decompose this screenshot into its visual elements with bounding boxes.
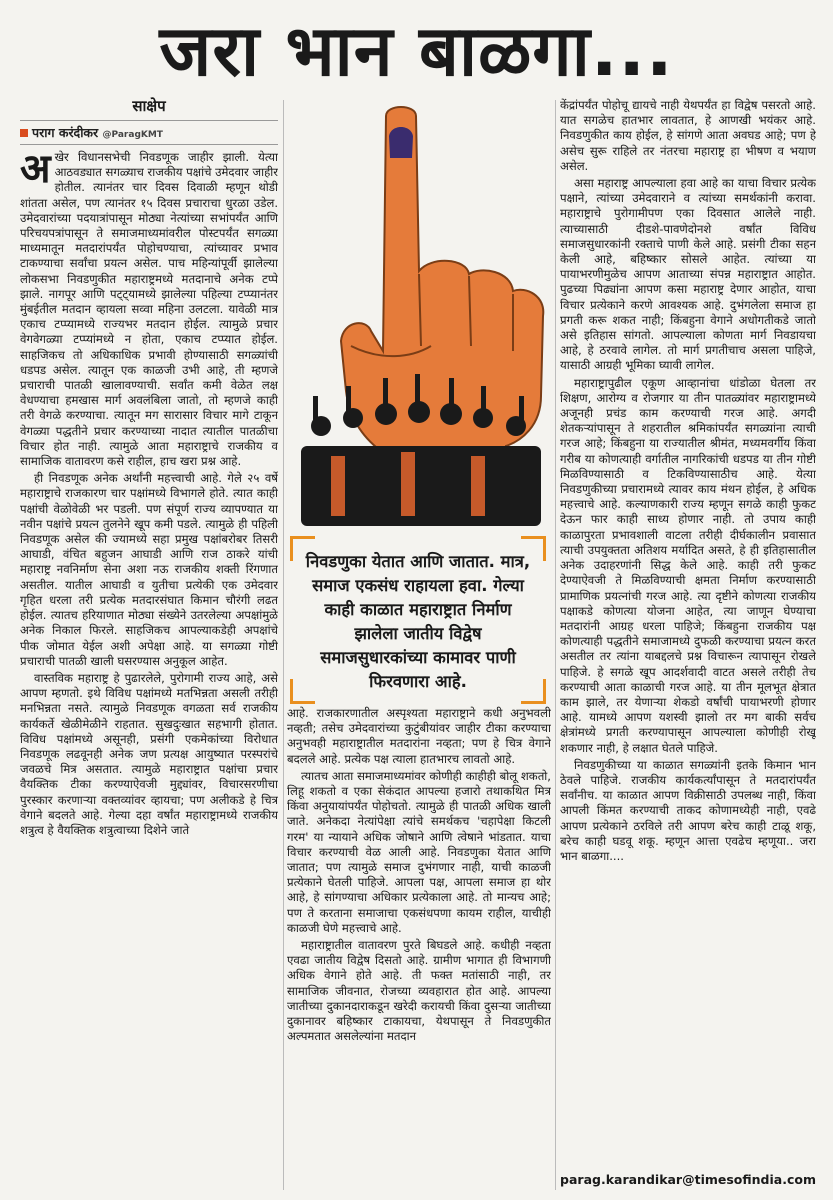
paragraph: महाराष्ट्रापुढील एकूण आव्हानांचा धांडोळा घेतला तर शिक्षण, आरोग्य व रोजगार या तीन पातळ्यांवर महाराष्ट्रामध्ये अजूनही प्रचंड काम करण्याची गरज आहे. अगदी शेतकऱ्यांपासून ते शहरातील श्रमिकांपर्यंत सगळ्यांना त्याची गरज आहे; किंबहुना या राज्यातील श्रीमंत, मध्यमवर्गीय किंवा गरीब या कोणत्याही वर्गातील नागरिकांची धडपड या तीन गोष्टी मिळविण्यासाठी व टिकविण्यासाठीच आहे. येत्या निवडणुकीच्या प्रचारामध्ये त्यावर काय मंथन होईल, हे अधिक महत्त्वाचे आहे. कल्याणकारी राज्य म्हणून सगळे काही फुकट देऊन फार काही साध्य होणार नाही. तो उपाय काही काळापुरता प्रभावशाली वाटला तरीही दीर्घकालीन प्रवासात त्याची उपयुक्तता अतिशय मर्यादित असते, हे ही इतिहासातील अनेक उदाहरणांनी सिद्ध केले आहे. काही तरी फुकट देण्याऐवजी ते मिळविण्याची क्षमता निर्माण करण्यासाठी प्रामाणिक प्रयत्नांची गरज आहे. त्या दृष्टीने कोणत्या राजकीय पक्षाकडे कोणत्या योजना आहेत, त्या जाणून घेण्याचा मतदारांनी आग्रह धरला पाहिजे; किंबहुना राजकीय पक्ष कोणत्याही पद्धतीने समाजामध्ये दुफळी करण्याचा प्रयत्न करत असतील तर त्यांना याबद्दलचे प्रश्न विचारून त्यापासून रोखले पाहिजे. हे सगळे खूप आदर्शवादी वाटत असले तरीही तेच करण्याची आता काळाची गरज आहे. या तीन मूलभूत क्षेत्रात काम झाले, तर येणाऱ्या शेकडो वर्षांची पायाभरणी होणार आहे. यामध्ये आपण यशस्वी झालो तर मग बाकी सर्वच क्षेत्रांमध्ये प्रगती करण्यापासून आपल्याला कोणीही रोखू शकणार नाही, हे लक्षात घेतले पाहिजे.	[560, 375, 816, 755]
headline: जरा भान बाळगा...	[159, 10, 674, 92]
byline	[20, 120, 278, 145]
paragraph: महाराष्ट्रातील वातावरण पुरते बिघडले आहे. कधीही नव्हता एवढा जातीय विद्वेष दिसतो आहे. ग्रामीण भागात ही विभागणी अधिक वेगाने होते आहे. ती फक्त मतांसाठी नाही, तर सामाजिक जीवनात, रोजच्या व्यवहारात होत आहे. आपल्या जातीच्या दुकानदाराकडून खरेदी करायची किंवा दुसऱ्या जातीच्या दुकानावर बहिष्कार टाकायचा, येथपासून ते निवडणुकीत अल्पमतात असलेल्यांना मतदान	[287, 938, 551, 1044]
column-divider	[555, 100, 556, 1190]
drop-cap: अ	[20, 150, 51, 192]
paragraph: ही निवडणूक अनेक अर्थांनी महत्त्वाची आहे. गेले २५ वर्षे महाराष्ट्राचे राजकारण चार पक्षांमध्ये विभागले होते. त्यात काही पक्षांची वेळोवेळी भर पडली. पण संपूर्ण राज्य व्यापण्यात या नवीन पक्षांचे प्रयत्न तुलनेने खूप कमी पडले. त्यामुळे ही पहिली निवडणूक असेल की ज्यामध्ये सहा प्रमुख पक्षांबरोबर तिसरी आघाडी, वंचित बहुजन आघाडी आणि राज ठाकरे यांची महाराष्ट्र नवनिर्माण सेना अशा नऊ राजकीय शक्ती रिंगणात असतील. यातील आघाडी व युतीचा प्रत्येकी एक उमेदवार गृहित धरला तरी प्रत्येक मतदारसंघात किमान चौरंगी लढत होईल. त्यातच हरियाणात मोठ्या संख्येने उतरलेल्या अपक्षांमुळे अनेक निकाल फिरले. साहजिकच आपल्याकडेही अपक्षांचे पीक जोमात येईल अशी अपेक्षा आहे. या सगळ्या गोष्टी प्रचाराची पातळी खाली घसरण्यास अनुकूल आहेत.	[20, 471, 278, 668]
pull-quote-box	[290, 536, 546, 704]
bracket-corner	[521, 536, 546, 561]
voting-finger-illustration	[291, 96, 551, 528]
article-column-3	[560, 98, 816, 1158]
author-name: पराग करंदीकर	[32, 125, 99, 140]
bracket-corner	[521, 679, 546, 704]
paragraph: वास्तविक महाराष्ट्र हे पुढारलेले, पुरोगामी राज्य आहे, असे आपण म्हणतो. इथे विविध पक्षांमध्ये मतभिन्नता असली तरीही मनभिन्नता नसते. त्यामुळे निवडणूक वगळता सर्व राजकीय कार्यकर्ते खेळीमेळीने राहतात. सुखदुःखात सहभागी होतात. विविध पक्षांमध्ये असूनही, प्रसंगी एकमेकांच्या विरोधात निवडणूक लढवूनही अनेक जण प्रत्यक्ष आयुष्यात परस्परांचे जवळचे मित्र असतात. त्यामुळे महाराष्ट्रात पक्षांचा प्रचार वैयक्तिक टीका करण्याऐवजी मुद्द्यांवर, विचारसरणीचा पुरस्कार करणाऱ्या वक्तव्यांवर व्हायचा; पण अलीकडे हे चित्र वेगाने बदलते आहे. गेल्या दहा वर्षांत महाराष्ट्रामध्ये राजकीय शत्रुत्व हे वैयक्तिक शत्रुत्वाच्या दिशेने जाते	[20, 670, 278, 837]
paragraph: केंद्रांपर्यंत पोहोचू द्यायचे नाही येथपर्यंत हा विद्वेष पसरतो आहे. यात सगळेच हातभार लावतात, हे आणखी भयंकर आहे. निवडणुकीत काय होईल, हे सांगणे आता अवघड आहे; पण हे असेच सुरू राहिले तर नंतरचा महाराष्ट्र हा भीषण व भयाण असेल.	[560, 98, 816, 173]
paragraph: निवडणुकीच्या या काळात सगळ्यांनी इतके किमान भान ठेवले पाहिजे. राजकीय कार्यकर्त्यांपासून ते मतदारांपर्यंत सर्वांनीच. या काळात आपण विक्रीसाठी उपलब्ध नाही, किंवा आपली किंमत करण्याची ताकद कोणामध्येही नाही, एवढे आपण प्रत्येकाने ठरविले तरी आपण बरेच काही टाळू शकू, बरेच काही घडवू शकू. म्हणून आत्ता एवढेच म्हणूया.. जरा भान बाळगा....	[560, 757, 816, 863]
author-email[interactable]: parag.karandikar@timesofindia.com	[560, 1172, 816, 1187]
paragraph: आहे. राजकारणातील अस्पृश्यता महाराष्ट्राने कधी अनुभवली नव्हती; तसेच उमेदवारांच्या कुटुंबीयांवर जाहीर टीका करण्याचा अनुभवही महाराष्ट्रातील मतदारांना नव्हता; पण हे चित्र वेगाने बदलले आहे. प्रत्येक पक्ष त्याला हातभारच लावतो आहे.	[287, 706, 551, 766]
author-handle: @ParagKMT	[102, 130, 163, 140]
paragraph: असा महाराष्ट्र आपल्याला हवा आहे का याचा विचार प्रत्येक पक्षाने, त्यांच्या उमेदवाराने व त्यांच्या समर्थकांनी करावा. महाराष्ट्राचे पुरोगामीपण एका दिवसात आलेले नाही. त्याच्यासाठी दीडशे-पावणेदोनशे वर्षांत विविध समाजसुधारकांनी रक्ताचे पाणी केले आहे. प्रसंगी टीका सहन केली आहे, बहिष्कार सोसले आहेत. त्यांच्या या पायाभरणीमुळेच आपण आताच्या संपन्न महाराष्ट्रात आहोत. पुढच्या पिढ्यांना आपण कसा महाराष्ट्र देणार आहोत, याचा विचार प्रत्येकाने करणे आवश्यक आहे. दुभंगलेला समाज हा प्रगती करू शकत नाही; किंबहुना वेगाने अधोगतीकडे जातो असे इतिहास सांगतो. आपल्याला कोणता मार्ग निवडायचा आहे, हे ठरवावे लागेल. तो मार्ग प्रगतीचाच असला पाहिजे, यासाठी आग्रही भूमिका घ्यावी लागेल.	[560, 176, 816, 373]
bracket-corner	[290, 679, 315, 704]
column-divider	[283, 100, 284, 1190]
paragraph: त्यातच आता समाजमाध्यमांवर कोणीही काहीही बोलू शकतो, लिहू शकतो व एका सेकंदात आपल्या हजारो तथाकथित मित्र किंवा अनुयायांपर्यंत पोहोचतो. त्यामुळे ही पातळी अधिक खाली जाते. अनेकदा नेत्यांपेक्षा त्यांचे समर्थकच 'चहापेक्षा किटली गरम' या न्यायाने अधिक जोषाने आणि त्वेषाने भांडतात. याचा विचार करण्याची वेळ आली आहे. निवडणुका येतात आणि जातात; पण त्यामुळे समाज दुभंगणार नाही, याची काळजी प्रत्येकाने घेतली पाहिजे. आपला पक्ष, आपला समाज हा थोर आहे, हे सांगण्याचा अधिकार प्रत्येकाला आहे. तो मान्यच आहे; पण ते करताना समाजाचा एकसंधपणा कायम राहील, याचीही काळजी घेणे महत्त्वाचे आहे.	[287, 768, 551, 935]
article-column-1	[20, 150, 278, 1190]
article-column-2	[287, 706, 551, 1194]
bracket-corner	[290, 536, 315, 561]
column-kicker: साक्षेप	[132, 97, 166, 115]
byline-marker-icon	[20, 129, 28, 137]
paragraph: खेर विधानसभेची निवडणूक जाहीर झाली. येत्या आठवड्यात सगळ्याच राजकीय पक्षांचे उमेदवार जाहीर होतील. त्यानंतर चार दिवस दिवाळी म्हणून थोडी शांतता असेल, पण त्यानंतर १५ दिवस प्रचाराचा धुरळा उडेल. उमेदवारांच्या पदयात्रांपासून मोठ्या नेत्यांच्या सभांपर्यंत आणि परिचयपत्रांपासून ते समाजमाध्यमांवरील पोस्टपर्यंत सगळ्या माध्यमातून मतदारांपर्यंत पोहोचण्याचा, त्यांच्यावर प्रभाव टाकण्याचा सर्वांचा प्रयत्न असेल. पाच महिन्यांपूर्वी झालेल्या लोकसभा निवडणुकीत महाराष्ट्रमध्ये मतदानाचे अनेक टप्पे झाले. नागपूर आणि पट्ट्यामध्ये झालेल्या पहिल्या टप्प्यानंतर मुंबईतील मतदान व्हायला सव्वा महिना उलटला. यावेळी मात्र एकाच टप्प्यामध्ये राज्यभर मतदान होईल. त्यामुळे प्रचार वेगवेगळ्या टप्प्यांमध्ये न होता, एकाच टप्प्यात होईल. साहजिकच तो अधिकाधिक प्रभावी होण्यासाठी सगळ्यांची धडपड असेल. त्यातून एक काळजी उभी आहे, ती म्हणजे प्रचाराची पातळी खालावण्याची. सर्वांत कमी वेळेत लक्ष वेधण्याचा हमखास मार्ग अवलंबिला जातो, तो म्हणजे काही तरी वेगळे करण्याचा. त्यातून मग सारासार विचार मागे टाकून वेगळ्या पद्धतीने प्रचार करण्याच्या नादात त्यातील पातळीचा विचार होत नाही. त्यामुळे आता महाराष्ट्राचे राजकीय व सामाजिक वातावरण कसे राहील, हाच खरा प्रश्न आहे.	[20, 150, 278, 469]
pull-quote-text: निवडणुका येतात आणि जातात. मात्र, समाज एकसंध राहायला हवा. गेल्या काही काळात महाराष्ट्रात निर्माण झालेला जातीय विद्वेष समाजसुधारकांच्या कामावर पाणी फिरवणारा आहे.	[305, 552, 531, 691]
